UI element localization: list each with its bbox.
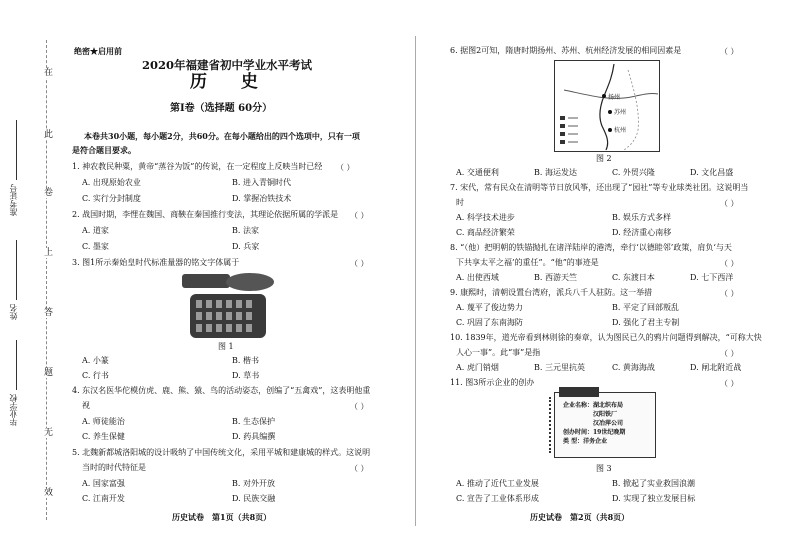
enterprise-card-figure xyxy=(554,392,656,458)
option: B. 楷书 xyxy=(232,356,259,365)
option: B. 对外开放 xyxy=(232,479,275,488)
option: B. 法家 xyxy=(232,226,259,235)
option: D. 闸北附近战 xyxy=(690,363,742,372)
binding-char: 答 xyxy=(44,308,54,318)
option: B. 生态保护 xyxy=(232,417,275,426)
answer-paren: （ ） xyxy=(350,211,369,220)
question-stem: 视 xyxy=(82,401,90,410)
card-line: 汉阳铁厂 xyxy=(593,411,618,418)
option: D. 草书 xyxy=(232,371,260,380)
binding-char: 无 xyxy=(44,428,54,438)
secret-label: 绝密★启用前 xyxy=(74,46,122,56)
option: B. 西游天竺 xyxy=(534,273,577,282)
option: B. 掀起了实业救国浪潮 xyxy=(612,479,695,488)
question-stem: 9. 康熙时，清朝设置台湾府，派兵八千人驻防。这一举措 xyxy=(450,288,653,297)
option: C. 巩固了东南海防 xyxy=(456,318,523,327)
answer-paren: （ ） xyxy=(350,259,369,268)
option: A. 蔑平了俊边势力 xyxy=(456,303,523,312)
option: C. 黄海海战 xyxy=(612,363,655,372)
instruction-line: 本卷共30小题，每小题2分，共60分。在每小题给出的四个选项中，只有一项 xyxy=(84,131,360,141)
option: C. 外贸兴隆 xyxy=(612,168,655,177)
question-stem: 人心一事”。此“事”是指 xyxy=(456,348,541,357)
school-label: 毕业学校 xyxy=(9,394,18,426)
page-footer: 历史试卷 第2页（共8页） xyxy=(530,512,630,522)
option: D. 兵家 xyxy=(232,242,260,251)
binding-char: 此 xyxy=(44,130,54,140)
option: A. 国家富强 xyxy=(82,479,125,488)
instruction-line: 是符合题目要求。 xyxy=(72,145,136,155)
bronze-measure-figure xyxy=(180,272,276,342)
option: A. 虎门销烟 xyxy=(456,363,499,372)
card-line: 企业名称：湖北织布局 xyxy=(563,402,624,409)
option: D. 民族交融 xyxy=(232,494,276,503)
map-label: 杭州 xyxy=(614,127,627,134)
page-divider xyxy=(415,36,416,526)
question-stem: 1. 神农教民种粟，黄帝“蒸谷为饭”的传说，在一定程度上反映当时已经 xyxy=(72,162,323,171)
option: A. 出现原始农业 xyxy=(82,178,141,187)
option: B. 三元里抗英 xyxy=(534,363,585,372)
binding-char: 效 xyxy=(44,488,54,498)
answer-paren: （ ） xyxy=(336,163,355,172)
name-label: 姓名 xyxy=(9,304,18,320)
binding-line xyxy=(46,40,47,520)
question-stem: 5. 北魏新都城洛阳城的设计吸纳了中国传统文化，采用平城和建康城的样式。这说明 xyxy=(72,448,371,457)
question-stem: 7. 宋代，常有民众在清明等节日放风筝，还出现了“园社”等专业球类社团。这说明当 xyxy=(450,183,749,192)
option: B. 海运发达 xyxy=(534,168,577,177)
page-footer: 历史试卷 第1页（共8页） xyxy=(172,512,272,522)
question-stem: 10. 1839年，道光帝看到林则徐的奏章，认为图民已久的鸦片问题得到解决，“可称大快 xyxy=(450,333,762,342)
option: A. 科学技术进步 xyxy=(456,213,515,222)
answer-paren: （ ） xyxy=(720,379,739,388)
option: C. 行书 xyxy=(82,371,109,380)
card-line: 类 型：洋务企业 xyxy=(563,438,608,445)
option: A. 师徒能治 xyxy=(82,417,125,426)
answer-paren: （ ） xyxy=(720,349,739,358)
option: B. 娱乐方式多样 xyxy=(612,213,671,222)
option: C. 墨家 xyxy=(82,242,109,251)
question-stem: 6. 据图2可知，隋唐时期扬州、苏州、杭州经济发展的相同因素是 xyxy=(450,46,682,55)
option: B. 进入青铜时代 xyxy=(232,178,291,187)
binding-char: 卷 xyxy=(44,188,54,198)
figure-caption: 图 2 xyxy=(596,154,612,163)
map-label: 苏州 xyxy=(614,109,627,116)
option: D. 文化昌盛 xyxy=(690,168,734,177)
question-stem: 时 xyxy=(456,198,464,207)
option: C. 实行分封制度 xyxy=(82,194,141,203)
option: D. 掌握冶铁技术 xyxy=(232,194,292,203)
card-line: 创办时间：19世纪晚期 xyxy=(563,429,626,436)
option: A. 推动了近代工业发展 xyxy=(456,479,539,488)
map-label: 扬州 xyxy=(608,94,621,101)
option: B. 平定了回部叛乱 xyxy=(612,303,679,312)
binding-margin xyxy=(0,0,64,560)
option: C. 江南开发 xyxy=(82,494,125,503)
card-line: 汉冶萍公司 xyxy=(593,420,624,427)
question-stem: 当时的时代特征是 xyxy=(82,463,146,472)
question-stem: 2. 战国时期，李悝在魏国、商鞅在秦国推行变法，其理论依据所属的学派是 xyxy=(72,210,339,219)
subject-title: 历 史 xyxy=(190,72,272,92)
answer-paren: （ ） xyxy=(720,259,739,268)
option: C. 东渡日本 xyxy=(612,273,655,282)
option: A. 道家 xyxy=(82,226,109,235)
answer-paren: （ ） xyxy=(720,289,739,298)
canal-map-figure xyxy=(554,60,660,152)
option: D. 七下西洋 xyxy=(690,273,734,282)
option: A. 交通便利 xyxy=(456,168,499,177)
answer-paren: （ ） xyxy=(720,199,739,208)
option: D. 经济重心南移 xyxy=(612,228,672,237)
binding-char: 题 xyxy=(44,368,54,378)
option: D. 实现了独立发展目标 xyxy=(612,494,696,503)
option: C. 养生保健 xyxy=(82,432,125,441)
question-stem: 3. 图1所示秦始皇时代标准量器的铭文字体属于 xyxy=(72,258,240,267)
option: C. 宣告了工业体系形成 xyxy=(456,494,539,503)
exam-title: 2020年福建省初中学业水平考试 xyxy=(142,58,313,72)
option: C. 商品经济繁荣 xyxy=(456,228,515,237)
answer-paren: （ ） xyxy=(350,402,369,411)
question-stem: 下共享太平之福’的重任”。“他”的事迹是 xyxy=(456,258,599,267)
answer-paren: （ ） xyxy=(720,47,739,56)
answer-paren: （ ） xyxy=(350,464,369,473)
exam-number-label: 准考证号 xyxy=(9,184,18,216)
option: A. 出使西域 xyxy=(456,273,499,282)
option: D. 强化了君主专制 xyxy=(612,318,680,327)
page-1 xyxy=(72,0,390,560)
question-stem: 11. 图3所示企业的创办 xyxy=(450,378,535,387)
page-2 xyxy=(450,0,776,560)
binding-char: 在 xyxy=(44,68,54,78)
section-title: 第Ⅰ卷（选择题 60分） xyxy=(170,103,273,114)
binding-char: 上 xyxy=(44,248,54,258)
option: A. 小篆 xyxy=(82,356,109,365)
question-stem: 4. 东汉名医华佗模仿虎、鹿、熊、猿、鸟的活动姿态，创编了“五禽戏”，这表明他重 xyxy=(72,386,371,395)
option: D. 药具编撰 xyxy=(232,432,276,441)
figure-caption: 图 3 xyxy=(596,464,612,473)
figure-caption: 图 1 xyxy=(218,342,234,351)
question-stem: 8. “（他）把明朝的铁锚抛扎在诸洋陆岸的港湾，牵行‘以德睦邻’政策，肩负‘与天 xyxy=(450,243,732,252)
